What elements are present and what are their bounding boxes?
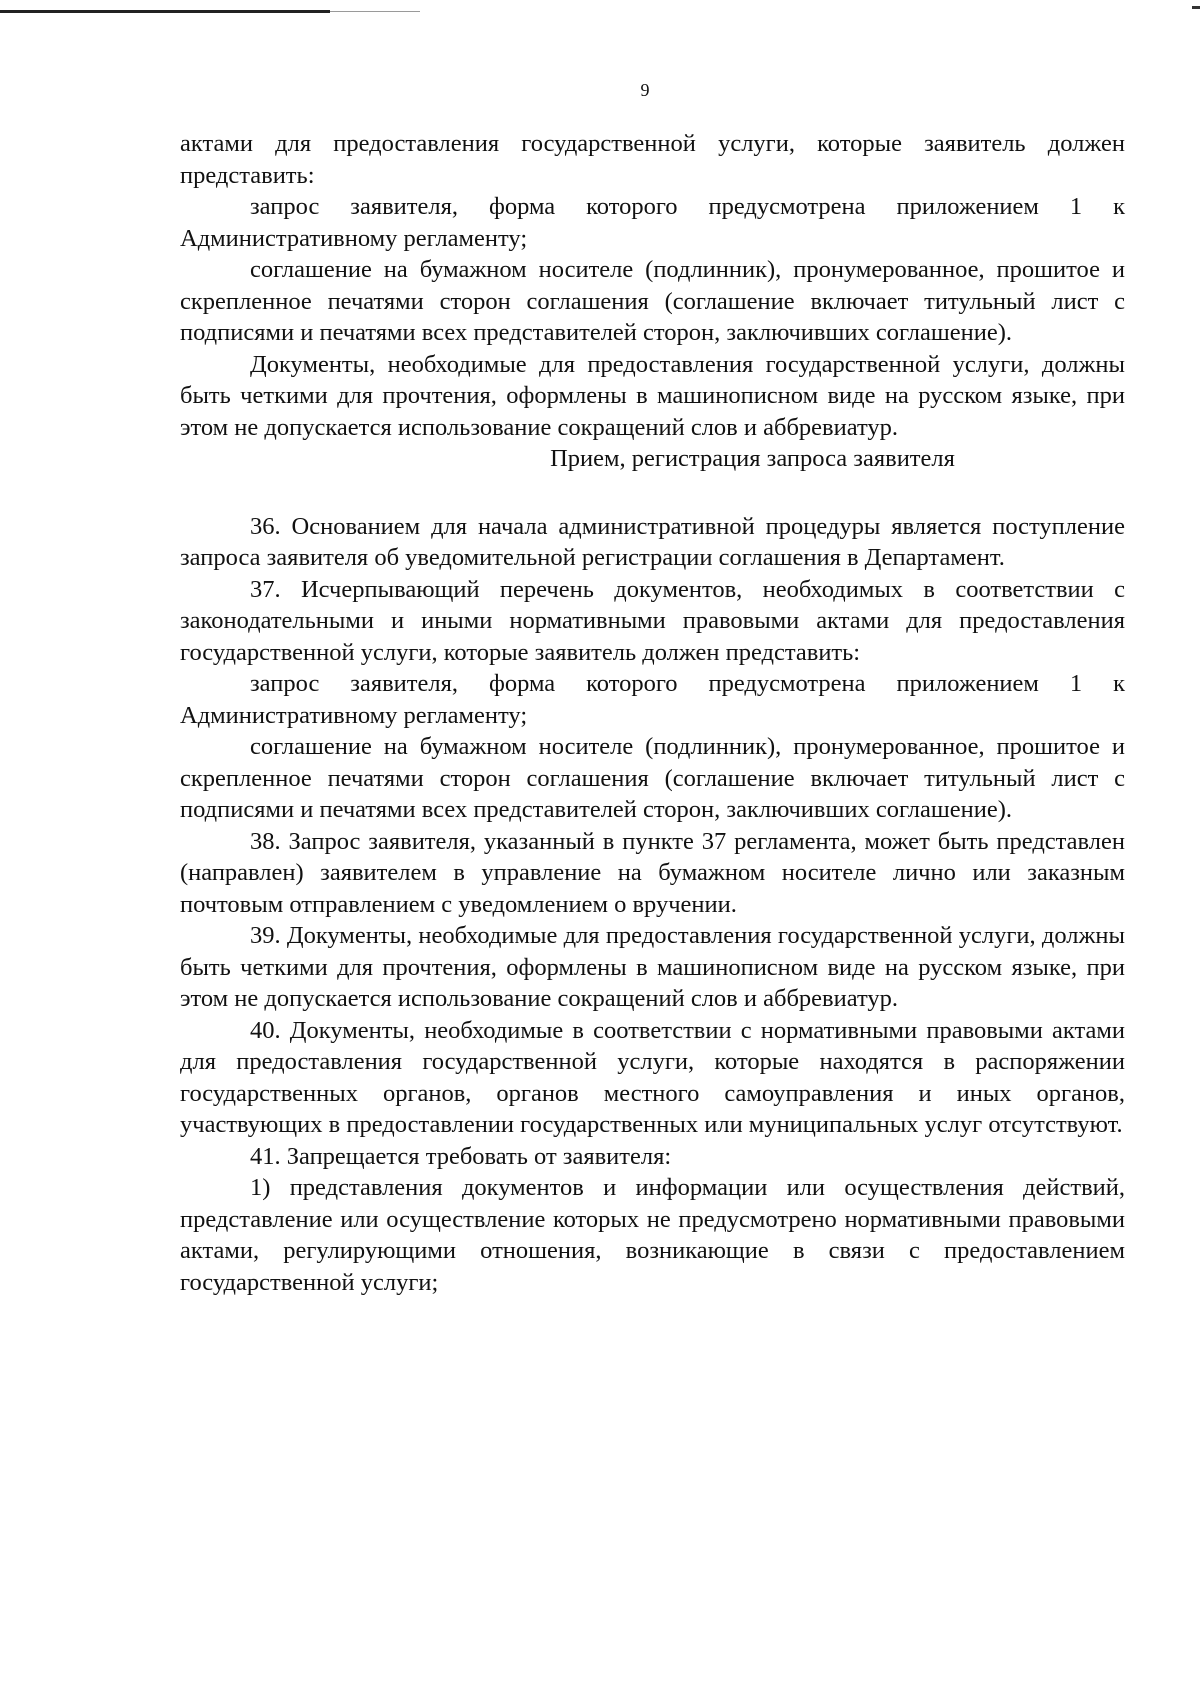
paragraph-continuation: актами для предоставления государственной услуги, которые заявитель должен представить: <box>180 130 1125 189</box>
scan-corner-mark <box>1192 6 1200 9</box>
paragraph-request-form: запрос заявителя, форма которого предусмотрена приложением 1 к Административному регламенту; <box>180 193 1125 252</box>
paragraph-36: 36. Основанием для начала административной процедуры является поступление запроса заявителя об уведомительной регистрации соглашения в Департамент. <box>180 512 1125 571</box>
paragraph-agreement-paper-2: соглашение на бумажном носителе (подлинник), пронумерованное, прошитое и скрепленное печатями сторон соглашения (соглашение включает титульный лист с подписями и печатями всех представителей сторон, заключивших соглашение). <box>180 733 1125 823</box>
paragraph-37: 37. Исчерпывающий перечень документов, необходимых в соответствии с законодательными и иными нормативными правовыми актами для предоставления государственной услуги, которые заявитель должен представить: <box>180 575 1125 666</box>
paragraph-41-item-1: 1) представления документов и информации или осуществления действий, представление или осуществление которых не предусмотрено нормативными правовыми актами, регулирующими отношения, возникающие в связи с предоставлением государственной услуги; <box>180 1174 1125 1296</box>
paragraph-39: 39. Документы, необходимые для предоставления государственной услуги, должны быть четкими для прочтения, оформлены в машинописном виде на русском языке, при этом не допускается использование сокращений слов и аббревиатур. <box>180 922 1125 1012</box>
scan-top-rule-tail <box>330 11 420 12</box>
page-number: 9 <box>640 80 650 100</box>
paragraph-40: 40. Документы, необходимые в соответствии с нормативными правовыми актами для предоставления государственной услуги, которые находятся в распоряжении государственных органов, органов местного самоуправления и иных органов, участвующих в предоставлении государственных или муниципальных услуг отсутствуют. <box>180 1016 1125 1138</box>
document-body <box>180 128 1125 1298</box>
paragraph-request-form-2: запрос заявителя, форма которого предусмотрена приложением 1 к Административному регламенту; <box>180 670 1125 729</box>
paragraph-38: 38. Запрос заявителя, указанный в пункте 37 регламента, может быть представлен (направлен) заявителем в управление на бумажном носителе лично или заказным почтовым отправлением с уведомлением о вручении. <box>180 827 1125 918</box>
paragraph-agreement-paper: соглашение на бумажном носителе (подлинник), пронумерованное, прошитое и скрепленное печатями сторон соглашения (соглашение включает титульный лист с подписями и печатями всех представителей сторон, заключивших соглашение). <box>180 256 1125 346</box>
scan-top-rule <box>0 10 330 13</box>
paragraph-documents-requirements: Документы, необходимые для предоставления государственной услуги, должны быть четкими для прочтения, оформлены в машинописном виде на русском языке, при этом не допускается использование сокращений слов и аббревиатур. <box>180 350 1125 441</box>
section-heading: Прием, регистрация запроса заявителя <box>550 445 955 472</box>
paragraph-41: 41. Запрещается требовать от заявителя: <box>250 1142 672 1170</box>
